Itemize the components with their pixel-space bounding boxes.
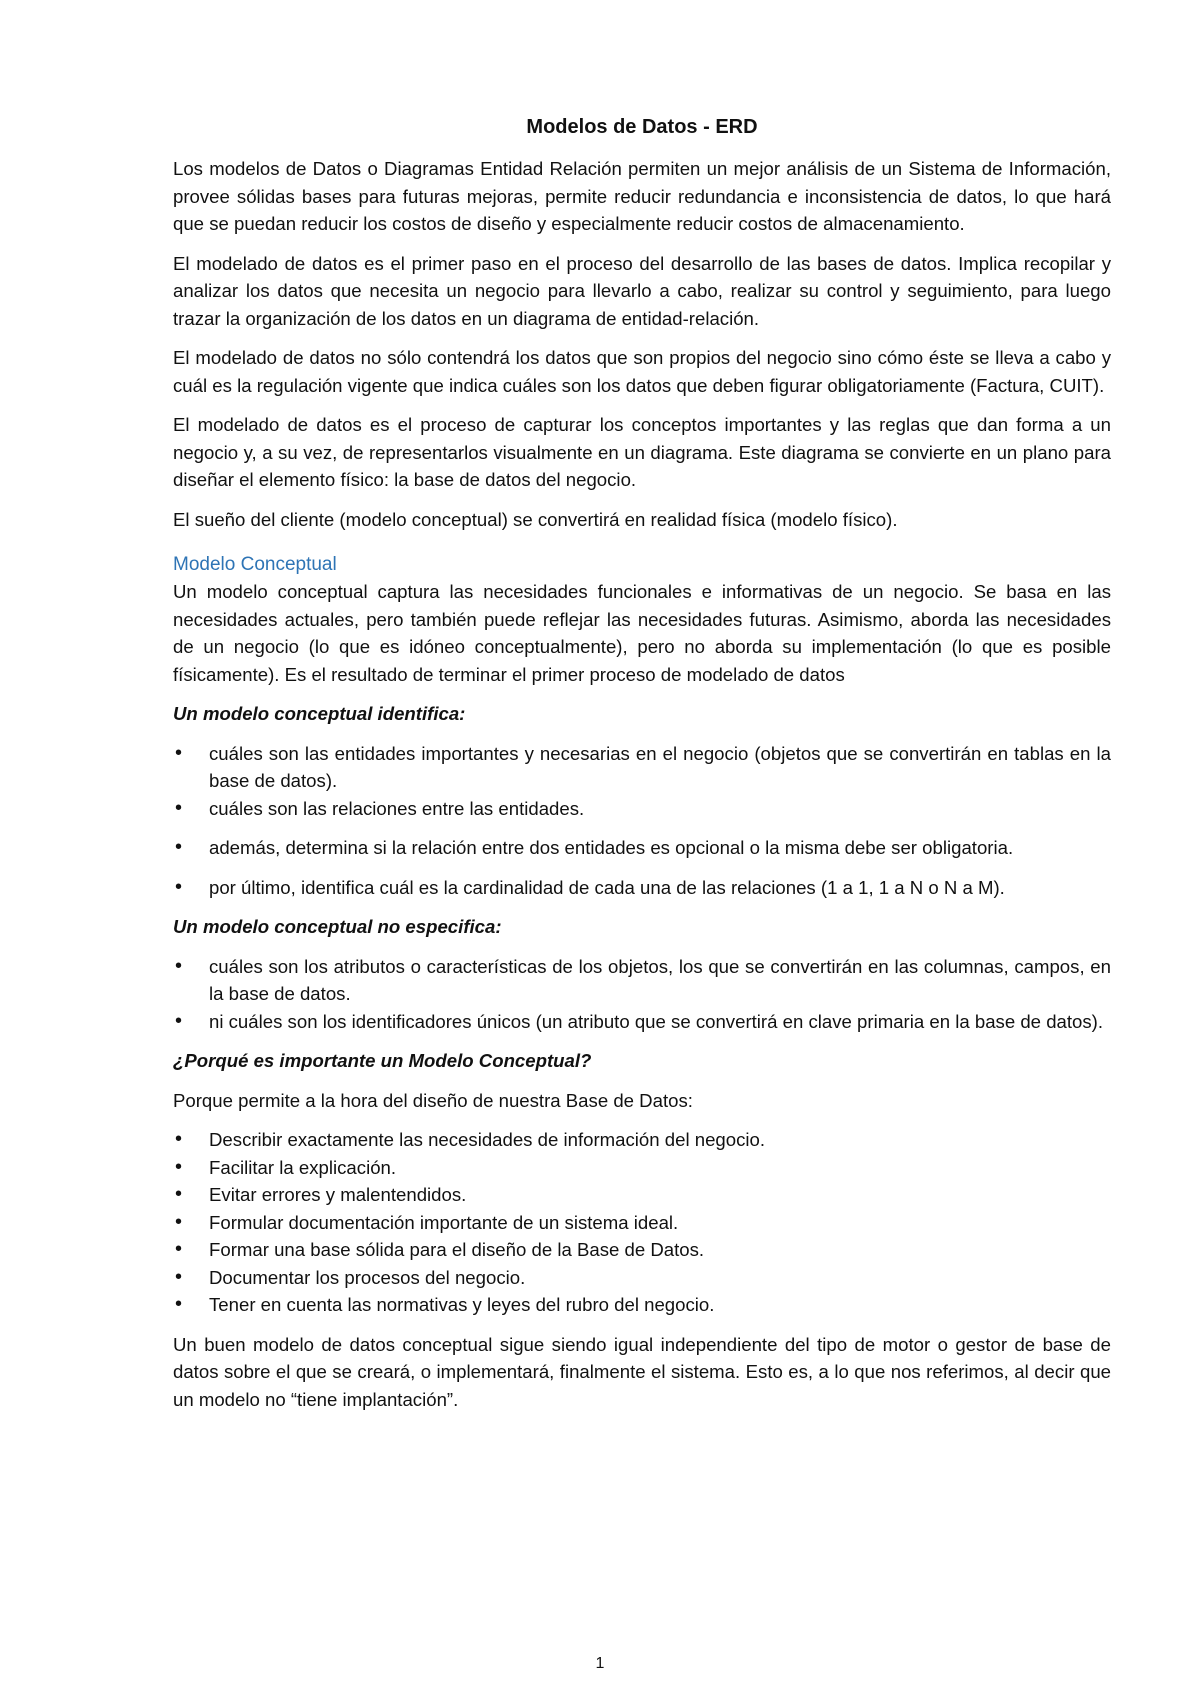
section-intro: Un modelo conceptual captura las necesidades funcionales e informativas de un negocio. Se basa en las necesidades actuales, pero también puede reflejar las necesidades futuras. Asimismo, aborda las necesidades de un negocio (lo que es idóneo conceptualmente), pero no aborda su implementación (lo que es posible físicamente). Es el resultado de terminar el primer proceso de modelado de datos (173, 581, 1111, 685)
page-title: Modelos de Datos - ERD (526, 116, 758, 138)
why-intro: Porque permite a la hora del diseño de nuestra Base de Datos: (173, 1089, 693, 1111)
not-specifies-list (173, 953, 1111, 1036)
list-item: • ni cuáles son los identificadores únicos (un atributo que se convertirá en clave primaria en la base de datos). (173, 1008, 1111, 1036)
list-item: • Formular documentación importante de un sistema ideal. (173, 1209, 1111, 1237)
section-heading: Modelo Conceptual (173, 554, 337, 575)
page-number: 1 (595, 1655, 605, 1672)
list-item: • Evitar errores y malentendidos. (173, 1181, 1111, 1209)
list-item: • Describir exactamente las necesidades de información del negocio. (173, 1126, 1111, 1154)
why-heading: ¿Porqué es importante un Modelo Conceptual? (173, 1050, 592, 1071)
not-specifies-heading: Un modelo conceptual no especifica: (173, 916, 502, 937)
list-item: • Facilitar la explicación. (173, 1154, 1111, 1182)
closing-paragraph: Un buen modelo de datos conceptual sigue siendo igual independiente del tipo de motor o gestor de base de datos sobre el que se creará, o implementará, finalmente el sistema. Esto es, a lo que nos referimos, al decir que un modelo no “tiene implantación”. (173, 1333, 1111, 1410)
list-item: • por último, identifica cuál es la cardinalidad de cada una de las relaciones (1 a 1, 1 a N o N a M). (173, 874, 1111, 902)
paragraph: El modelado de datos no sólo contendrá los datos que son propios del negocio sino cómo éste se lleva a cabo y cuál es la regulación vigente que indica cuáles son los datos que deben figurar obligatoriamente (Factura, CUIT). (173, 347, 1111, 396)
list-item: • Documentar los procesos del negocio. (173, 1264, 1111, 1292)
paragraph: Los modelos de Datos o Diagramas Entidad Relación permiten un mejor análisis de un Sistema de Información, provee sólidas bases para futuras mejoras, permite reducir redundancia e inconsistencia de datos, lo que hará que se puedan reducir los costos de diseño y especialmente reducir costos de almacenamiento. (173, 158, 1111, 234)
paragraph: El modelado de datos es el proceso de capturar los conceptos importantes y las reglas que dan forma a un negocio y, a su vez, de representarlos visualmente en un diagrama. Este diagrama se convierte en un plano para diseñar el elemento físico: la base de datos del negocio. (173, 414, 1111, 490)
paragraph: El modelado de datos es el primer paso en el proceso del desarrollo de las bases de datos. Implica recopilar y analizar los datos que necesita un negocio para llevarlo a cabo, realizar su control y seguimiento, para luego trazar la organización de los datos en un diagrama de entidad-relación. (173, 252, 1111, 329)
identifies-heading: Un modelo conceptual identifica: (173, 703, 466, 724)
list-item: • cuáles son las relaciones entre las entidades. (173, 795, 1111, 823)
list-item: • Tener en cuenta las normativas y leyes del rubro del negocio. (173, 1291, 1111, 1319)
list-item: • cuáles son las entidades importantes y necesarias en el negocio (objetos que se convertirán en tablas en la base de datos). (173, 740, 1111, 795)
list-item: • además, determina si la relación entre dos entidades es opcional o la misma debe ser obligatoria. (173, 834, 1111, 862)
identifies-list (173, 740, 1111, 902)
list-item: • Formar una base sólida para el diseño de la Base de Datos. (173, 1236, 1111, 1264)
list-item: • cuáles son los atributos o características de los objetos, los que se convertirán en las columnas, campos, en la base de datos. (173, 953, 1111, 1008)
page-content (173, 113, 1111, 1425)
paragraph: El sueño del cliente (modelo conceptual) se convertirá en realidad física (modelo físico). (173, 508, 898, 530)
why-list (173, 1126, 1111, 1319)
